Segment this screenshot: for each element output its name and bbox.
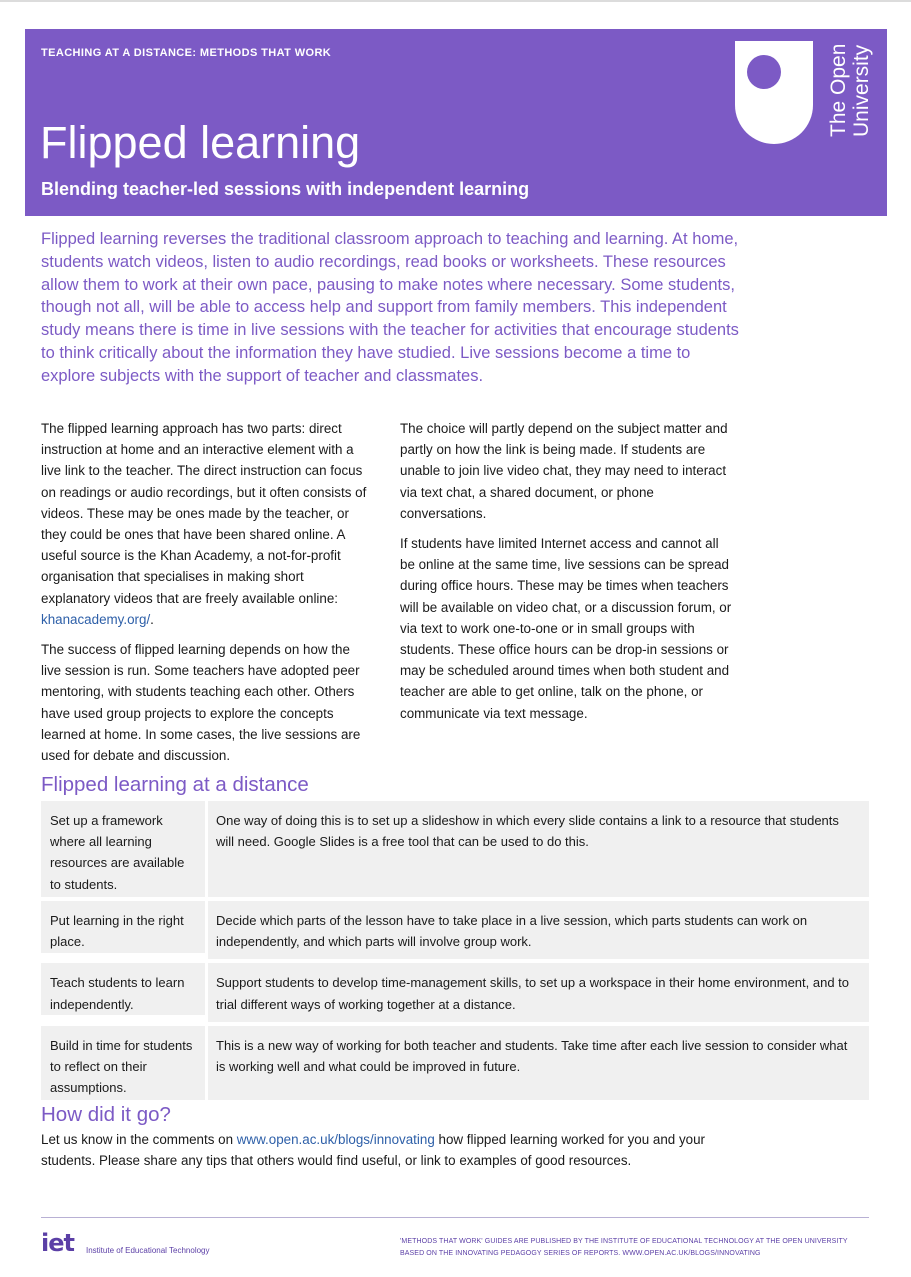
detail-cell: This is a new way of working for both teacher and students. Take time after each live session to consider what is working well and what could be improved in future.	[208, 1026, 869, 1100]
table-row	[41, 1026, 869, 1100]
top-rule	[0, 0, 911, 2]
khan-academy-link[interactable]: khanacademy.org/	[41, 611, 151, 627]
footer-note: 'METHODS THAT WORK' GUIDES ARE PUBLISHED BY THE INSTITUTE OF EDUCATIONAL TECHNOLOGY AT THE OPEN UNIVERSITY BASED ON THE INNOVATING PEDAGOGY SERIES OF REPORTS. WWW.OPEN.AC.UK/BLOGS/INNOVATING	[400, 1238, 848, 1257]
tip-cell: Teach students to learn independently.	[41, 963, 205, 1015]
tip-cell: Build in time for students to reflect on their assumptions.	[41, 1026, 205, 1100]
section-heading-distance: Flipped learning at a distance	[41, 773, 309, 796]
series-kicker: TEACHING AT A DISTANCE: METHODS THAT WORK	[41, 47, 332, 59]
tip-cell: Put learning in the right place.	[41, 901, 205, 953]
body-paragraph: If students have limited Internet access and cannot all be online at the same time, live sessions can be spread during office hours. These may be times when teachers will be available on video chat, or a discussion forum, or via text to work one-to-one or in small groups with students. These office hours can be drop-in sessions or may be scheduled around times when both student and teacher are able to get online, talk on the phone, or communicate via text message.	[400, 536, 732, 721]
footer-rule	[41, 1217, 869, 1218]
table-row	[41, 963, 869, 1021]
body-column-left	[41, 418, 373, 775]
body-paragraph: The success of flipped learning depends on how the live session is run. Some teachers have adopted peer mentoring, with students teaching each other. Others have used group projects to explore the concepts learned at home. In some cases, the live sessions are used for debate and discussion.	[41, 642, 361, 764]
detail-cell: One way of doing this is to set up a slideshow in which every slide contains a link to a resource that students will need. Google Slides is a free tool that can be used to do this.	[208, 801, 869, 897]
header-banner	[25, 29, 887, 216]
feedback-text: how flipped learning worked for you and your students. Please share any tips that others would find useful, or link to examples of good resources.	[41, 1132, 705, 1169]
open-university-logo	[735, 41, 875, 145]
detail-cell: Decide which parts of the lesson have to take place in a live session, which parts students can work on independently, and which parts will involve group work.	[208, 901, 869, 959]
svg-text:University: University	[850, 44, 873, 137]
tips-table	[41, 801, 869, 1104]
table-row	[41, 901, 869, 959]
iet-name: Institute of Educational Technology	[86, 1246, 210, 1255]
tip-cell: Set up a framework where all learning resources are available to students.	[41, 801, 205, 897]
body-paragraph: The choice will partly depend on the subject matter and partly on how the link is being made. If students are unable to join live video chat, they may need to interact via text chat, a shared document, or phone conversations.	[400, 421, 728, 521]
intro-paragraph: Flipped learning reverses the traditional classroom approach to teaching and learning. At home, students watch videos, listen to audio recordings, read books or worksheets. These resources allow them to work at their own pace, pausing to make notes where necessary. Some students, though not all, will be able to access help and support from family members. This independent study means there is time in live sessions with the teacher for activities that encourage students to think critically about the information they have studied. Live sessions become a time to explore subjects with the support of teacher and classmates.	[41, 230, 739, 385]
blog-link[interactable]: www.open.ac.uk/blogs/innovating	[236, 1132, 435, 1147]
page-subtitle: Blending teacher-led sessions with independent learning	[41, 179, 530, 199]
feedback-paragraph	[41, 1129, 741, 1171]
body-text: The flipped learning approach has two parts: direct instruction at home and an interactive element with a live link to the teacher. The direct instruction can focus on readings or audio recordings, but it often consists of videos. These may be ones made by the teacher, or they could be ones that have been shared online. A useful source is the Khan Academy, a not-for-profit organisation that specialises in making short explanatory videos that are freely available online:	[41, 421, 367, 606]
feedback-text: Let us know in the comments on	[41, 1132, 237, 1147]
iet-logo: iet	[41, 1229, 74, 1257]
svg-text:The Open: The Open	[827, 43, 850, 137]
detail-cell: Support students to develop time-management skills, to set up a workspace in their home environment, and to trial different ways of working together at a distance.	[208, 963, 869, 1021]
body-paragraph	[41, 418, 373, 630]
body-text: .	[150, 611, 154, 627]
table-row	[41, 801, 869, 897]
body-column-right	[400, 418, 732, 733]
section-heading-feedback: How did it go?	[41, 1103, 171, 1126]
page-title: Flipped learning	[40, 117, 361, 168]
